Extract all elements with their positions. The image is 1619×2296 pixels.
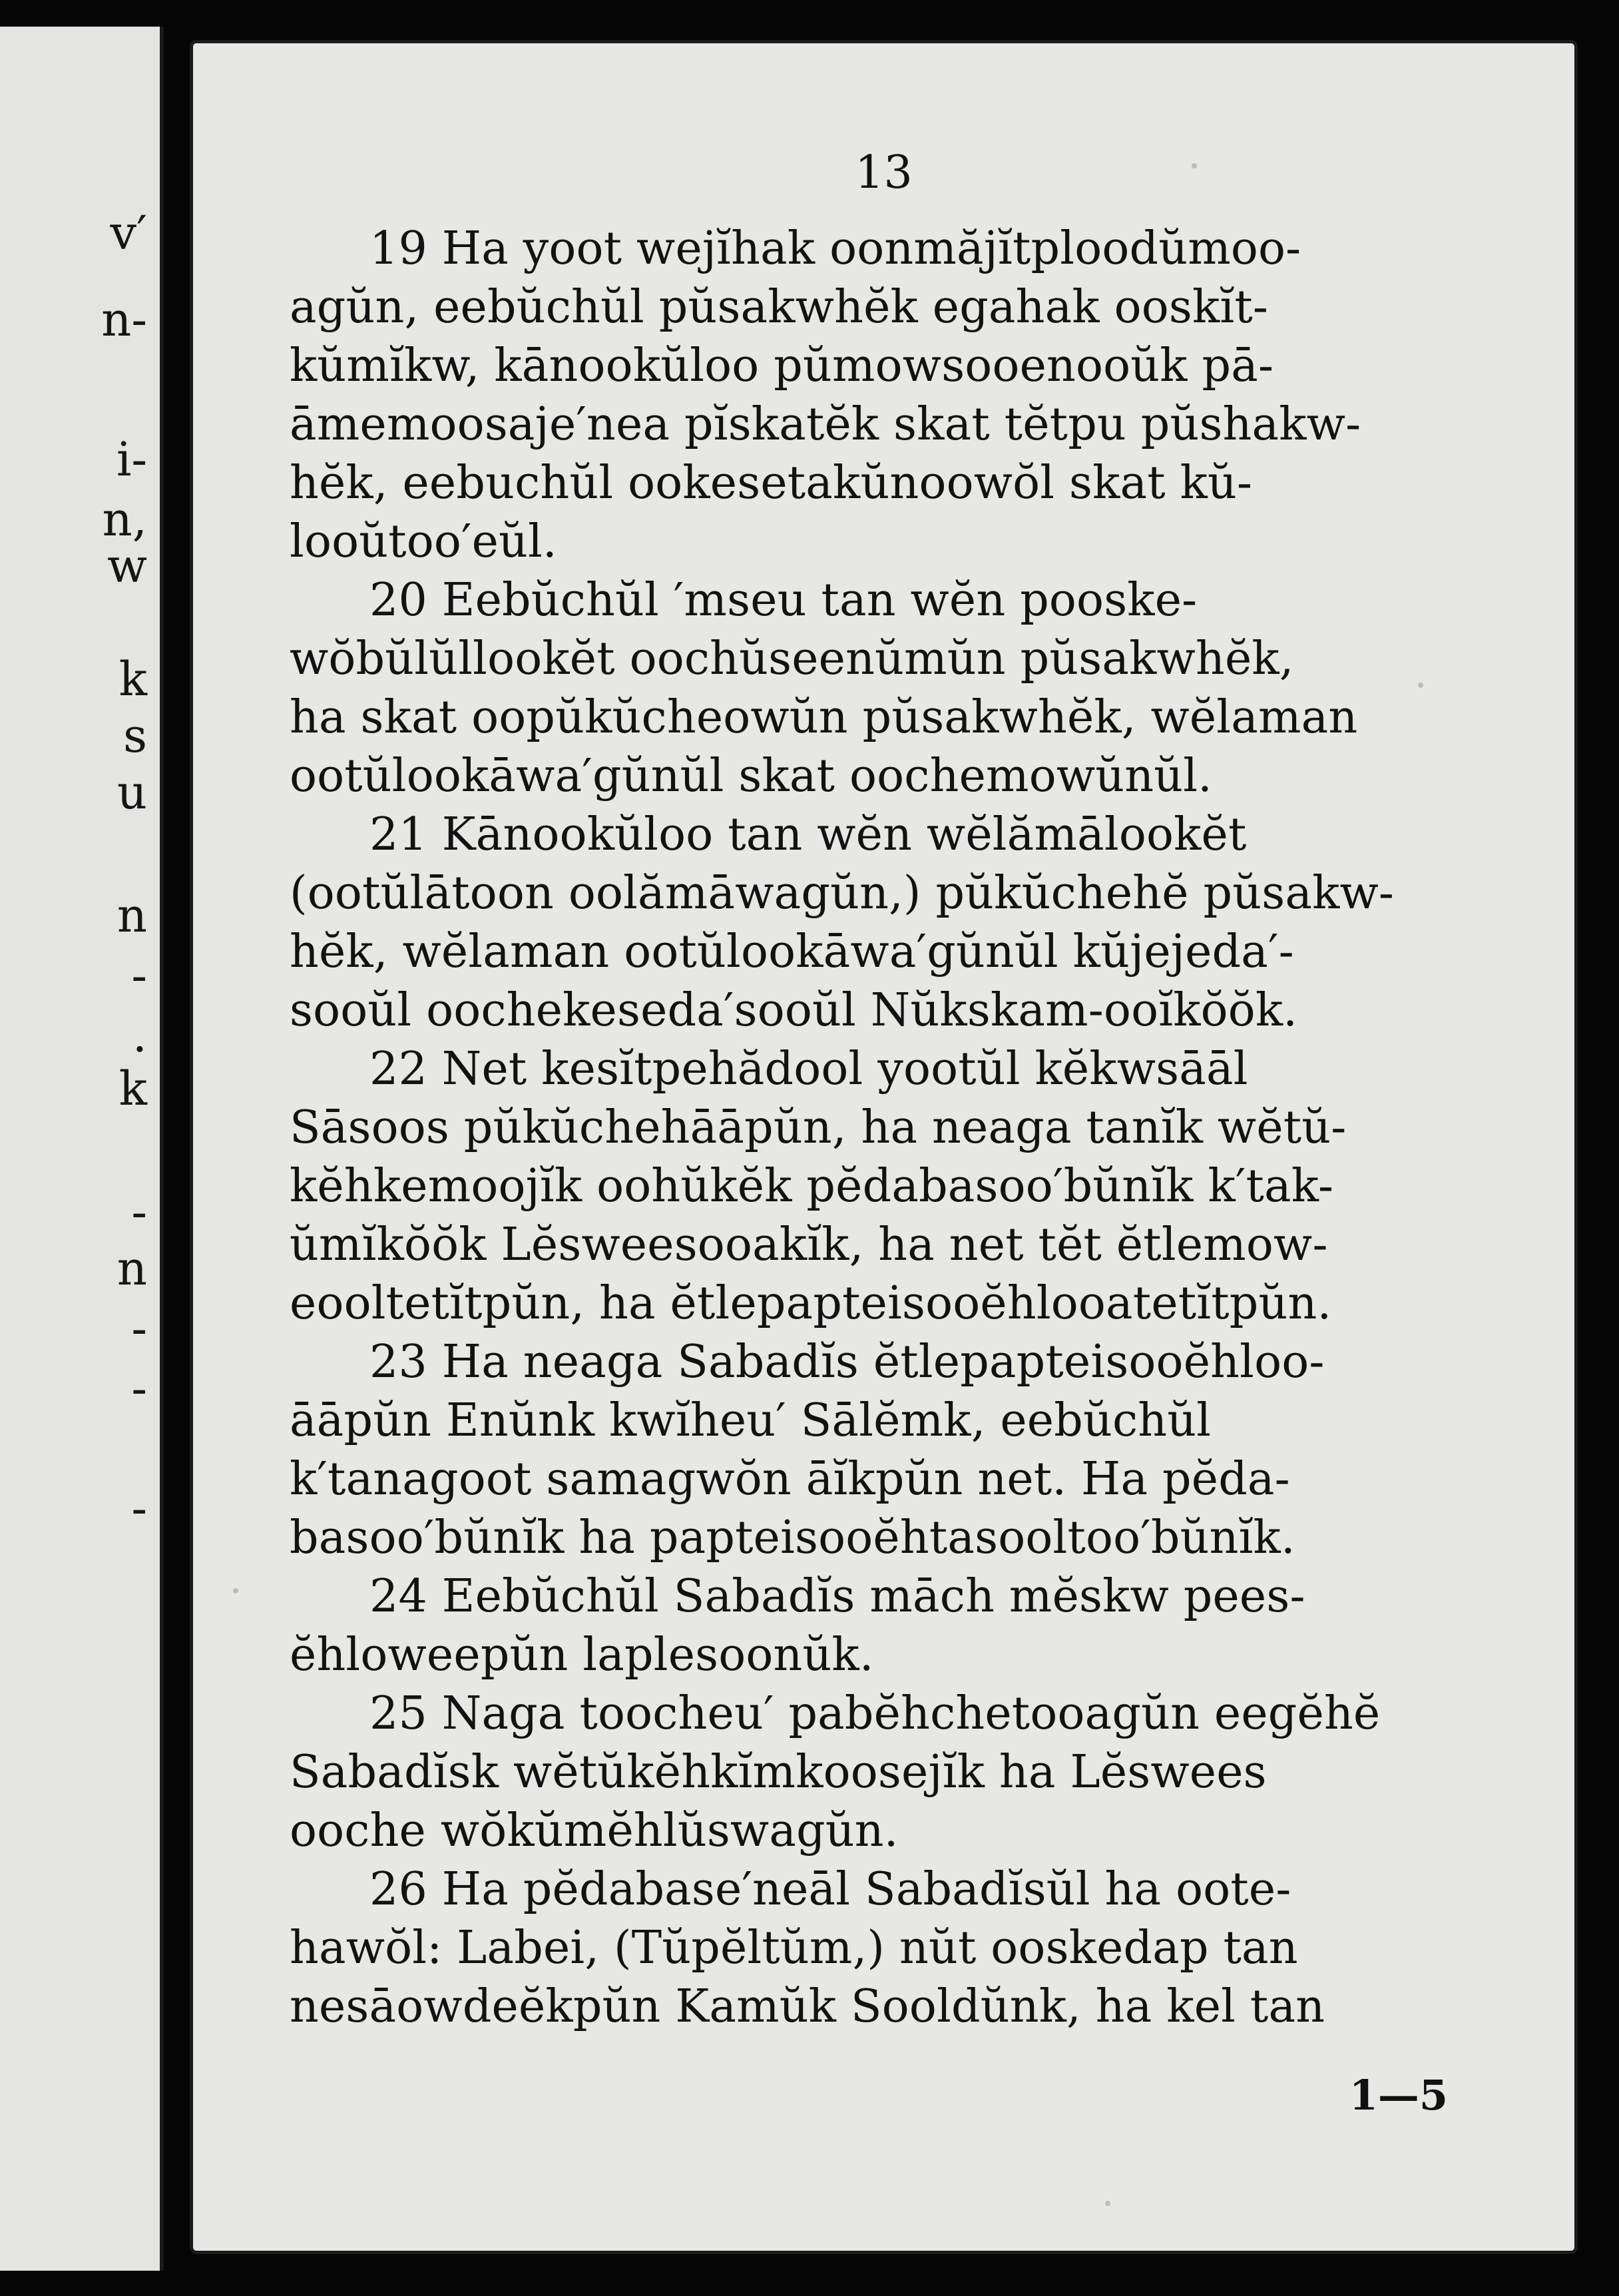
text-line: agŭn, eebŭchŭl pŭsakwhĕk egahak ooskĭt- [290, 281, 1269, 334]
text-line: eooltetĭtpŭn, ha ĕtlepapteisooĕhlooatetĭtpŭn. [290, 1277, 1332, 1330]
left-page-fragment: n- [101, 292, 147, 347]
text-line: k′tanagoot samagwŏn āĭkpŭn net. Ha pĕda- [290, 1453, 1290, 1506]
left-page-fragment: - [131, 1185, 147, 1239]
left-page-fragment: i- [116, 432, 147, 487]
text-line: ha skat oopŭkŭcheowŭn pŭsakwhĕk, wĕlaman [290, 691, 1358, 744]
left-page-fragment: - [131, 1481, 147, 1536]
speck [233, 1588, 238, 1593]
left-page-fragment: s [123, 709, 147, 763]
text-line: looŭtoo′eŭl. [290, 515, 557, 568]
speck [1192, 163, 1197, 168]
left-page-fragment: u [116, 765, 147, 820]
left-page-fragment: k [118, 652, 147, 707]
text-line: āāpŭn Enŭnk kwĭheu′ Sālĕmk, eebŭchŭl [290, 1394, 1212, 1447]
text-line: sooŭl oochekeseda′sooŭl Nŭkskam-ooĭkŏŏk. [290, 984, 1298, 1037]
left-page-fragment: . [132, 1008, 147, 1063]
text-line: (ootŭlātoon oolămāwagŭn,) pŭkŭchehĕ pŭsakw- [290, 867, 1395, 920]
text-block [290, 220, 1614, 2036]
text-line: Sabadĭsk wĕtŭkĕhkĭmkoosejĭk ha Lĕswees [290, 1746, 1267, 1799]
verse-line: 23 Ha neaga Sabadĭs ĕtlepapteisooĕhloo- [369, 1336, 1325, 1388]
left-page-fragment: k [118, 1061, 147, 1116]
text-line: kŭmĭkw, kānookŭloo pŭmowsooenooŭk pā- [290, 340, 1274, 392]
text-line: nesāowdeĕkpŭn Kamŭk Sooldŭnk, ha kel tan [290, 1980, 1325, 2033]
text-line: hawŏl: Labei, (Tŭpĕltŭm,) nŭt ooskedap tan [290, 1922, 1298, 1974]
verse-line: 21 Kānookŭloo tan wĕn wĕlămālookĕt [369, 808, 1247, 861]
text-line: hĕk, eebuchŭl ookesetakŭnoowŏl skat kŭ- [290, 457, 1253, 509]
verse-line: 20 Eebŭchŭl ′mseu tan wĕn pooske- [369, 574, 1198, 627]
left-page-fragment: - [131, 1361, 147, 1416]
signature-mark: 1—5 [1349, 2071, 1448, 2120]
left-page-fragment: n, [102, 492, 147, 547]
text-line: ĕhloweepŭn laplesoonŭk. [290, 1629, 874, 1681]
speck [1105, 2201, 1110, 2206]
text-line: Sāsoos pŭkŭchehāāpŭn, ha neaga tanĭk wĕtŭ- [290, 1101, 1347, 1154]
text-line: hĕk, wĕlaman ootŭlookāwa′gŭnŭl kŭjejeda′- [290, 926, 1294, 978]
verse-line: 19 Ha yoot wejĭhak oonmăjĭtploodŭmoo- [369, 222, 1301, 275]
page-number: 13 [855, 146, 913, 199]
text-line: ooche wŏkŭmĕhlŭswagŭn. [290, 1805, 899, 1857]
left-page-fragment: - [131, 1301, 147, 1356]
verse-line: 25 Naga toocheu′ pabĕhchetooagŭn eegĕhĕ [369, 1687, 1381, 1740]
text-line: āmemoosaje′nea pĭskatĕk skat tĕtpu pŭshakw- [290, 398, 1361, 451]
verse-line: 22 Net kesĭtpehădool yootŭl kĕkwsāāl [369, 1043, 1248, 1095]
verse-line: 24 Eebŭchŭl Sabadĭs māch mĕskw pees- [369, 1570, 1305, 1623]
speck [1418, 683, 1423, 688]
left-page-fragment: v′ [110, 206, 147, 260]
text-line: kĕhkemoojĭk oohŭkĕk pĕdabasoo′bŭnĭk k′tak- [290, 1160, 1334, 1213]
left-page-fragment: n [116, 1241, 147, 1296]
left-page-edge [0, 27, 164, 2271]
text-line: wŏbŭlŭllookĕt oochŭseenŭmŭn pŭsakwhĕk, [290, 633, 1294, 685]
left-page-fragment: w [107, 539, 147, 593]
text-line: ootŭlookāwa′gŭnŭl skat oochemowŭnŭl. [290, 750, 1212, 802]
book-page [190, 40, 1578, 2254]
left-page-fragment: - [131, 948, 147, 1003]
text-line: basoo′bŭnĭk ha papteisooĕhtasooltoo′bŭnĭk. [290, 1512, 1295, 1564]
text-line: ŭmĭkŏŏk Lĕsweesooakĭk, ha net tĕt ĕtlemow- [290, 1219, 1328, 1271]
left-page-fragment: n [116, 888, 147, 943]
verse-line: 26 Ha pĕdabase′neāl Sabadĭsŭl ha oote- [369, 1863, 1291, 1916]
